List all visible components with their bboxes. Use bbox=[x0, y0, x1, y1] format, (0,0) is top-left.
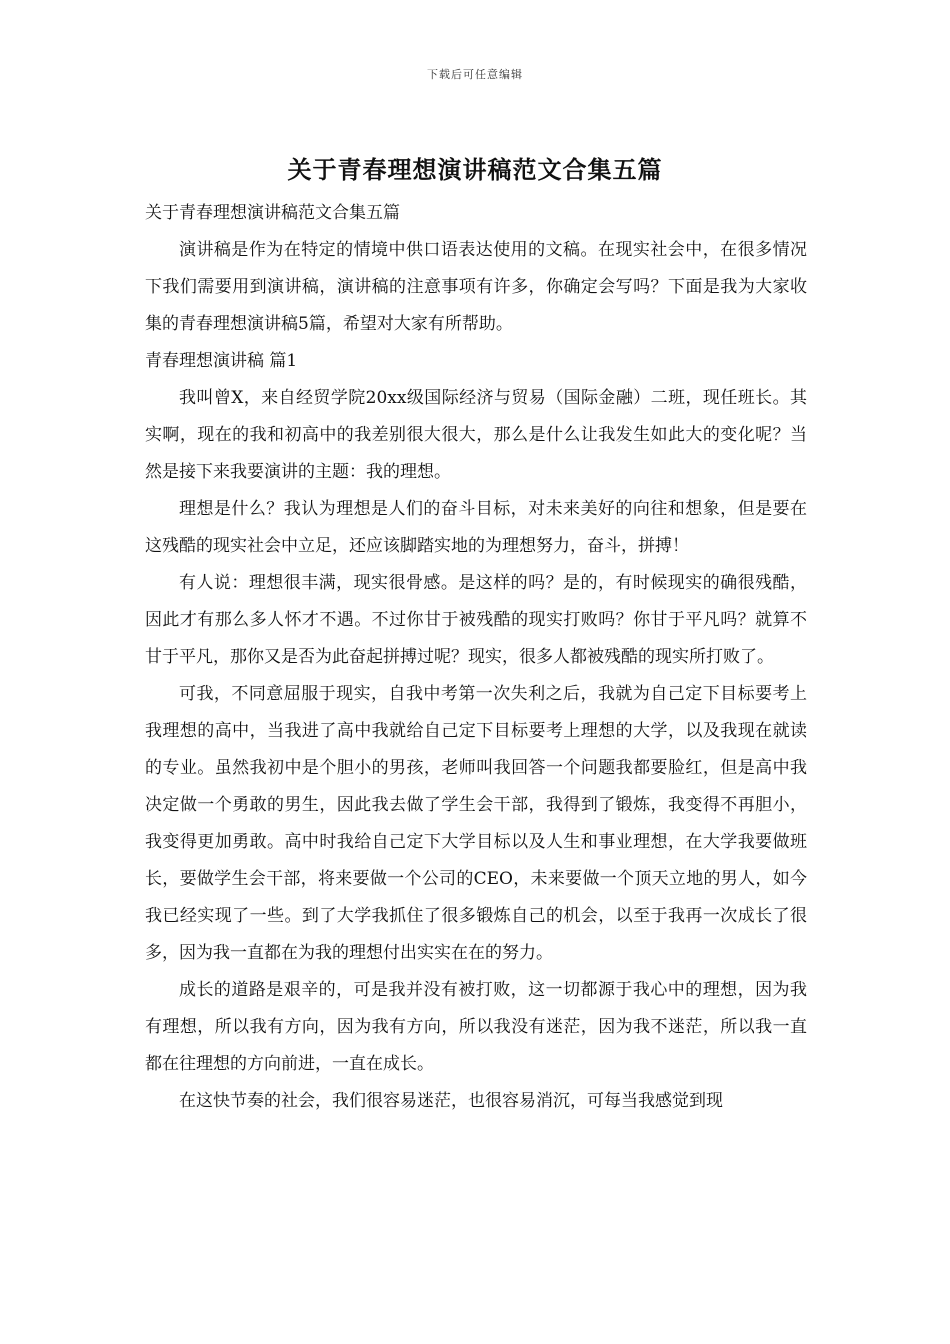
body-paragraph: 在这快节奏的社会，我们很容易迷茫，也很容易消沉，可每当我感觉到现 bbox=[179, 1091, 723, 1111]
document-title: 关于青春理想演讲稿范文合集五篇 bbox=[287, 155, 663, 184]
body-paragraph: 有人说：理想很丰满，现实很骨感。是这样的吗？是的，有时候现实的确很残酷，因此才有那么多人怀才不遇。不过你甘于被残酷的现实打败吗？你甘于平凡吗？就算不甘于平凡，那你又是否为此奋起拼搏过呢？现实，很多人都被残酷的现实所打败了。 bbox=[145, 573, 807, 667]
body-paragraph: 我叫曾X，来自经贸学院20xx级国际经济与贸易（国际金融）二班，现任班长。其实啊，现在的我和初高中的我差别很大很大，那么是什么让我发生如此大的变化呢？当然是接下来我要演讲的主题：我的理想。 bbox=[145, 388, 807, 482]
document-body bbox=[145, 195, 807, 1120]
subtitle-line: 关于青春理想演讲稿范文合集五篇 bbox=[145, 203, 400, 223]
body-paragraph: 演讲稿是作为在特定的情境中供口语表达使用的文稿。在现实社会中，在很多情况下我们需要用到演讲稿，演讲稿的注意事项有许多，你确定会写吗？下面是我为大家收集的青春理想演讲稿5篇，希望对大家有所帮助。 bbox=[145, 240, 807, 334]
header-note: 下载后可任意编辑 bbox=[427, 68, 523, 81]
section-heading: 青春理想演讲稿 篇1 bbox=[145, 351, 298, 371]
body-paragraph: 成长的道路是艰辛的，可是我并没有被打败，这一切都源于我心中的理想，因为我有理想，所以我有方向，因为我有方向，所以我没有迷茫，因为我不迷茫，所以我一直都在往理想的方向前进，一直在成长。 bbox=[145, 980, 807, 1074]
body-paragraph: 理想是什么？我认为理想是人们的奋斗目标，对未来美好的向往和想象，但是要在这残酷的现实社会中立足，还应该脚踏实地的为理想努力，奋斗，拼搏！ bbox=[145, 499, 807, 556]
body-paragraph: 可我，不同意屈服于现实，自我中考第一次失利之后，我就为自己定下目标要考上我理想的高中，当我进了高中我就给自己定下目标要考上理想的大学，以及我现在就读的专业。虽然我初中是个胆小的男孩，老师叫我回答一个问题我都要脸红，但是高中我决定做一个勇敢的男生，因此我去做了学生会干部，我得到了锻炼，我变得不再胆小，我变得更加勇敢。高中时我给自己定下大学目标以及人生和事业理想，在大学我要做班长，要做学生会干部，将来要做一个公司的CEO，未来要做一个顶天立地的男人，如今我已经实现了一些。到了大学我抓住了很多锻炼自己的机会，以至于我再一次成长了很多，因为我一直都在为我的理想付出实实在在的努力。 bbox=[145, 684, 807, 963]
